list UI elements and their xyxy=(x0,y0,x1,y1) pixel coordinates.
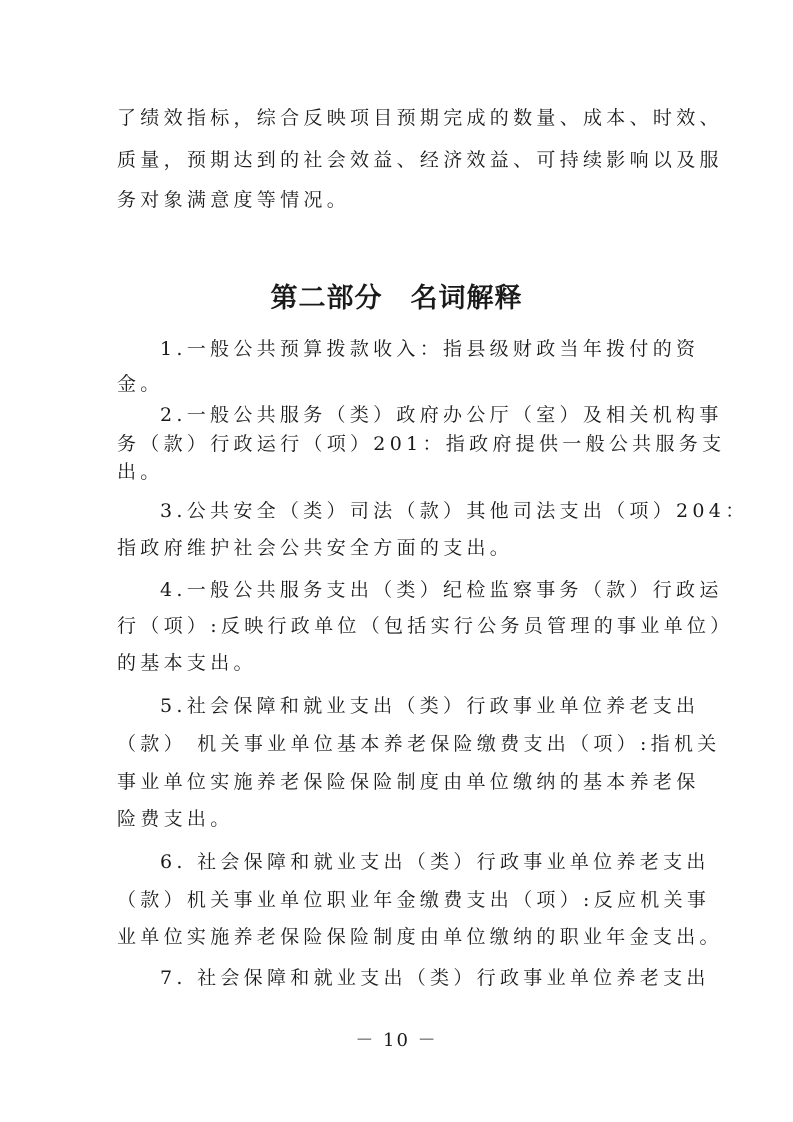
item-4-line-2: 行（项）:反映行政单位（包括实行公务员管理的事业单位） xyxy=(117,615,734,637)
intro-line-2: 质量，预期达到的社会效益、经济效益、可持续影响以及服 xyxy=(117,149,723,171)
item-5-line-3: 事业单位实施养老保险保险制度由单位缴纳的基本养老保 xyxy=(117,771,700,793)
item-4-line-3: 的基本支出。 xyxy=(117,652,257,674)
item-3-line-2: 指政府维护社会公共安全方面的支出。 xyxy=(117,537,514,559)
item-5-line-1: 5.社会保障和就业支出（类）行政事业单位养老支出 xyxy=(160,695,700,717)
item-6-line-1: 6. 社会保障和就业支出（类）行政事业单位养老支出 xyxy=(160,851,710,873)
item-5-line-4: 险费支出。 xyxy=(117,808,234,830)
intro-line-3: 务对象满意度等情况。 xyxy=(117,189,351,211)
item-1-line-1: 1.一般公共预算拨款收入：指县级财政当年拨付的资 xyxy=(160,338,700,360)
intro-line-1: 了绩效指标，综合反映项目预期完成的数量、成本、时效、 xyxy=(117,107,723,129)
page-number: － 10 － xyxy=(355,1030,438,1051)
item-2-line-2: 务（款）行政运行（项）201：指政府提供一般公共服务支 xyxy=(117,433,726,455)
item-1-line-2: 金。 xyxy=(117,373,164,395)
item-5-line-2: （款） 机关事业单位基本养老保险缴费支出（项）:指机关 xyxy=(117,733,721,755)
item-6-line-3: 业单位实施养老保险保险制度由单位缴纳的职业年金支出。 xyxy=(117,926,723,948)
item-2-line-3: 出。 xyxy=(117,461,164,483)
item-4-line-1: 4.一般公共服务支出（类）纪检监察事务（款）行政运 xyxy=(160,579,723,601)
section-title: 第二部分 名词解释 xyxy=(270,283,523,314)
item-6-line-2: （款）机关事业单位职业年金缴费支出（项）:反应机关事 xyxy=(117,889,711,911)
item-3-line-1: 3.公共安全（类）司法（款）其他司法支出（项）204： xyxy=(160,500,749,522)
item-2-line-1: 2.一般公共服务（类）政府办公厅（室）及相关机构事 xyxy=(160,404,723,426)
item-7-line-1: 7. 社会保障和就业支出（类）行政事业单位养老支出 xyxy=(160,967,710,989)
